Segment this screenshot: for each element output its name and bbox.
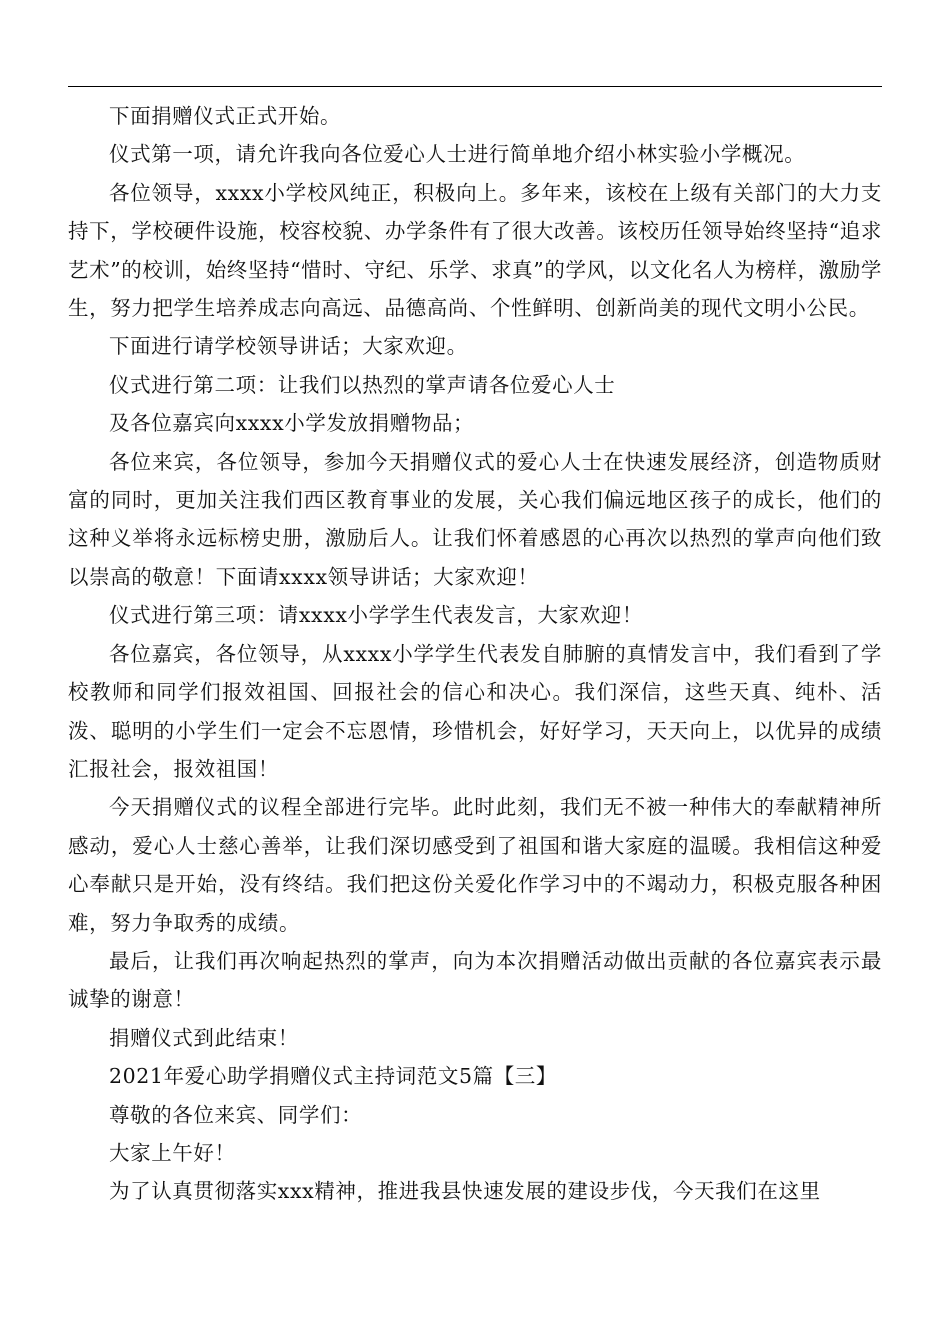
paragraph: 及各位嘉宾向xxxx小学发放捐赠物品； — [109, 411, 475, 436]
section-heading: 2021年爱心助学捐赠仪式主持词范文5篇【三】 — [109, 1064, 558, 1089]
paragraph: 仪式第一项，请允许我向各位爱心人士进行简单地介绍小林实验小学概况。 — [109, 142, 806, 167]
header-rule — [68, 86, 882, 87]
paragraph: 大家上午好！ — [109, 1140, 236, 1165]
paragraph: 捐赠仪式到此结束！ — [109, 1025, 299, 1050]
paragraph: 下面进行请学校领导讲话；大家欢迎。 — [109, 334, 468, 359]
paragraph: 最后，让我们再次响起热烈的掌声，向为本次捐赠活动做出贡献的各位嘉宾表示最诚挚的谢意！ — [68, 948, 882, 1012]
paragraph: 今天捐赠仪式的议程全部进行完毕。此时此刻，我们无不被一种伟大的奉献精神所感动，爱心人士慈心善举，让我们深切感受到了祖国和谐大家庭的温暖。我相信这种爱心奉献只是开始，没有终结。我们把这份关爱化作学习中的不竭动力，积极克服各种困难，努力争取秀的成绩。 — [68, 795, 882, 935]
paragraph: 下面捐赠仪式正式开始。 — [109, 104, 342, 128]
paragraph: 尊敬的各位来宾、同学们： — [109, 1102, 363, 1127]
paragraph: 为了认真贯彻落实xxx精神，推进我县快速发展的建设步伐，今天我们在这里 — [109, 1179, 821, 1204]
paragraph: 仪式进行第二项：让我们以热烈的掌声请各位爱心人士 — [109, 372, 616, 397]
paragraph: 各位嘉宾，各位领导，从xxxx小学学生代表发自肺腑的真情发言中，我们看到了学校教师和同学们报效祖国、回报社会的信心和决心。我们深信，这些天真、纯朴、活泼、聪明的小学生们一定会不忘恩情，珍惜机会，好好学习，天天向上，以优异的成绩汇报社会，报效祖国！ — [68, 641, 882, 781]
paragraph: 各位领导，xxxx小学校风纯正，积极向上。多年来，该校在上级有关部门的大力支持下，学校硬件设施，校容校貌、办学条件有了很大改善。该校历任领导始终坚持“追求艺术”的校训，始终坚持“惜时、守纪、乐学、求真”的学风，以文化名人为榜样，激励学生，努力把学生培养成志向高远、品德高尚、个性鲜明、创新尚美的现代文明小公民。 — [68, 180, 882, 321]
document-body — [68, 97, 882, 1211]
paragraph: 仪式进行第三项：请xxxx小学学生代表发言，大家欢迎！ — [109, 603, 643, 628]
paragraph: 各位来宾，各位领导，参加今天捐赠仪式的爱心人士在快速发展经济，创造物质财富的同时，更加关注我们西区教育事业的发展，关心我们偏远地区孩子的成长，他们的这种义举将永远标榜史册，激励后人。让我们怀着感恩的心再次以热烈的掌声向他们致以崇高的敬意！下面请xxxx领导讲话；大家欢迎！ — [68, 449, 882, 589]
